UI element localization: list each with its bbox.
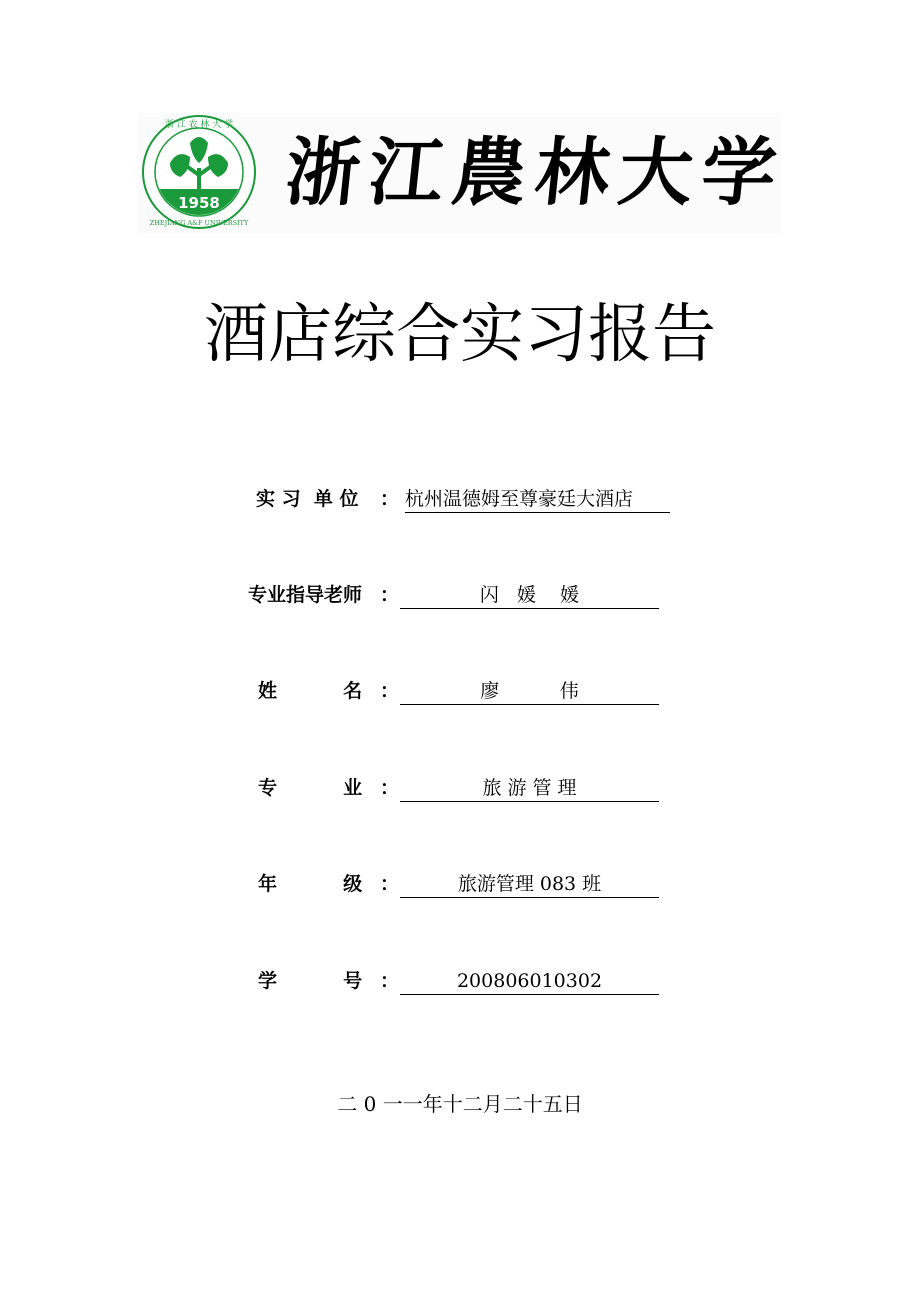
svg-text:ZHEJIANG A&F UNIVERSITY: ZHEJIANG A&F UNIVERSITY (149, 219, 249, 227)
field-advisor (0, 582, 920, 612)
field-colon: ： (380, 970, 400, 992)
report-title: 酒店综合实习报告 (204, 298, 716, 372)
field-student-id (0, 968, 920, 998)
field-value: 闪 媛 媛 (400, 582, 659, 609)
field-label: 专业指导老师 (248, 584, 363, 606)
field-label: 学 号 (258, 970, 363, 992)
field-value: 旅游管理 083 班 (400, 871, 659, 898)
wordmark-char: 浙 (281, 130, 365, 216)
university-logo (138, 113, 781, 233)
university-seal-icon (140, 113, 258, 231)
svg-text:浙 江 农 林 大 学: 浙 江 农 林 大 学 (164, 120, 234, 130)
field-colon: ： (380, 873, 400, 895)
university-wordmark (281, 125, 781, 221)
report-date: 二 0 一一年十二月二十五日 (337, 1092, 583, 1116)
field-label: 年 级 (258, 873, 363, 895)
field-grade (0, 871, 920, 901)
wordmark-char: 江 (364, 130, 448, 216)
field-value: 旅 游 管 理 (400, 775, 659, 802)
wordmark-char: 林 (531, 130, 615, 216)
field-colon: ： (380, 680, 400, 702)
field-value: 杭州温德姆至尊豪廷大酒店 (405, 486, 670, 513)
field-colon: ： (380, 584, 400, 606)
field-value: 200806010302 (400, 968, 659, 995)
field-internship-unit (0, 486, 920, 516)
field-colon: ： (380, 777, 400, 799)
field-major (0, 775, 920, 805)
field-label: 姓 名 (258, 680, 363, 702)
wordmark-char: 農 (447, 130, 531, 216)
field-label: 实 习 单 位 (256, 488, 359, 510)
field-name (0, 678, 920, 708)
wordmark-char: 学 (697, 130, 781, 216)
field-label: 专 业 (258, 777, 363, 799)
svg-text:1958: 1958 (178, 194, 220, 212)
field-value: 廖 伟 (400, 678, 659, 705)
field-colon: ： (380, 488, 400, 510)
wordmark-char: 大 (614, 130, 698, 216)
